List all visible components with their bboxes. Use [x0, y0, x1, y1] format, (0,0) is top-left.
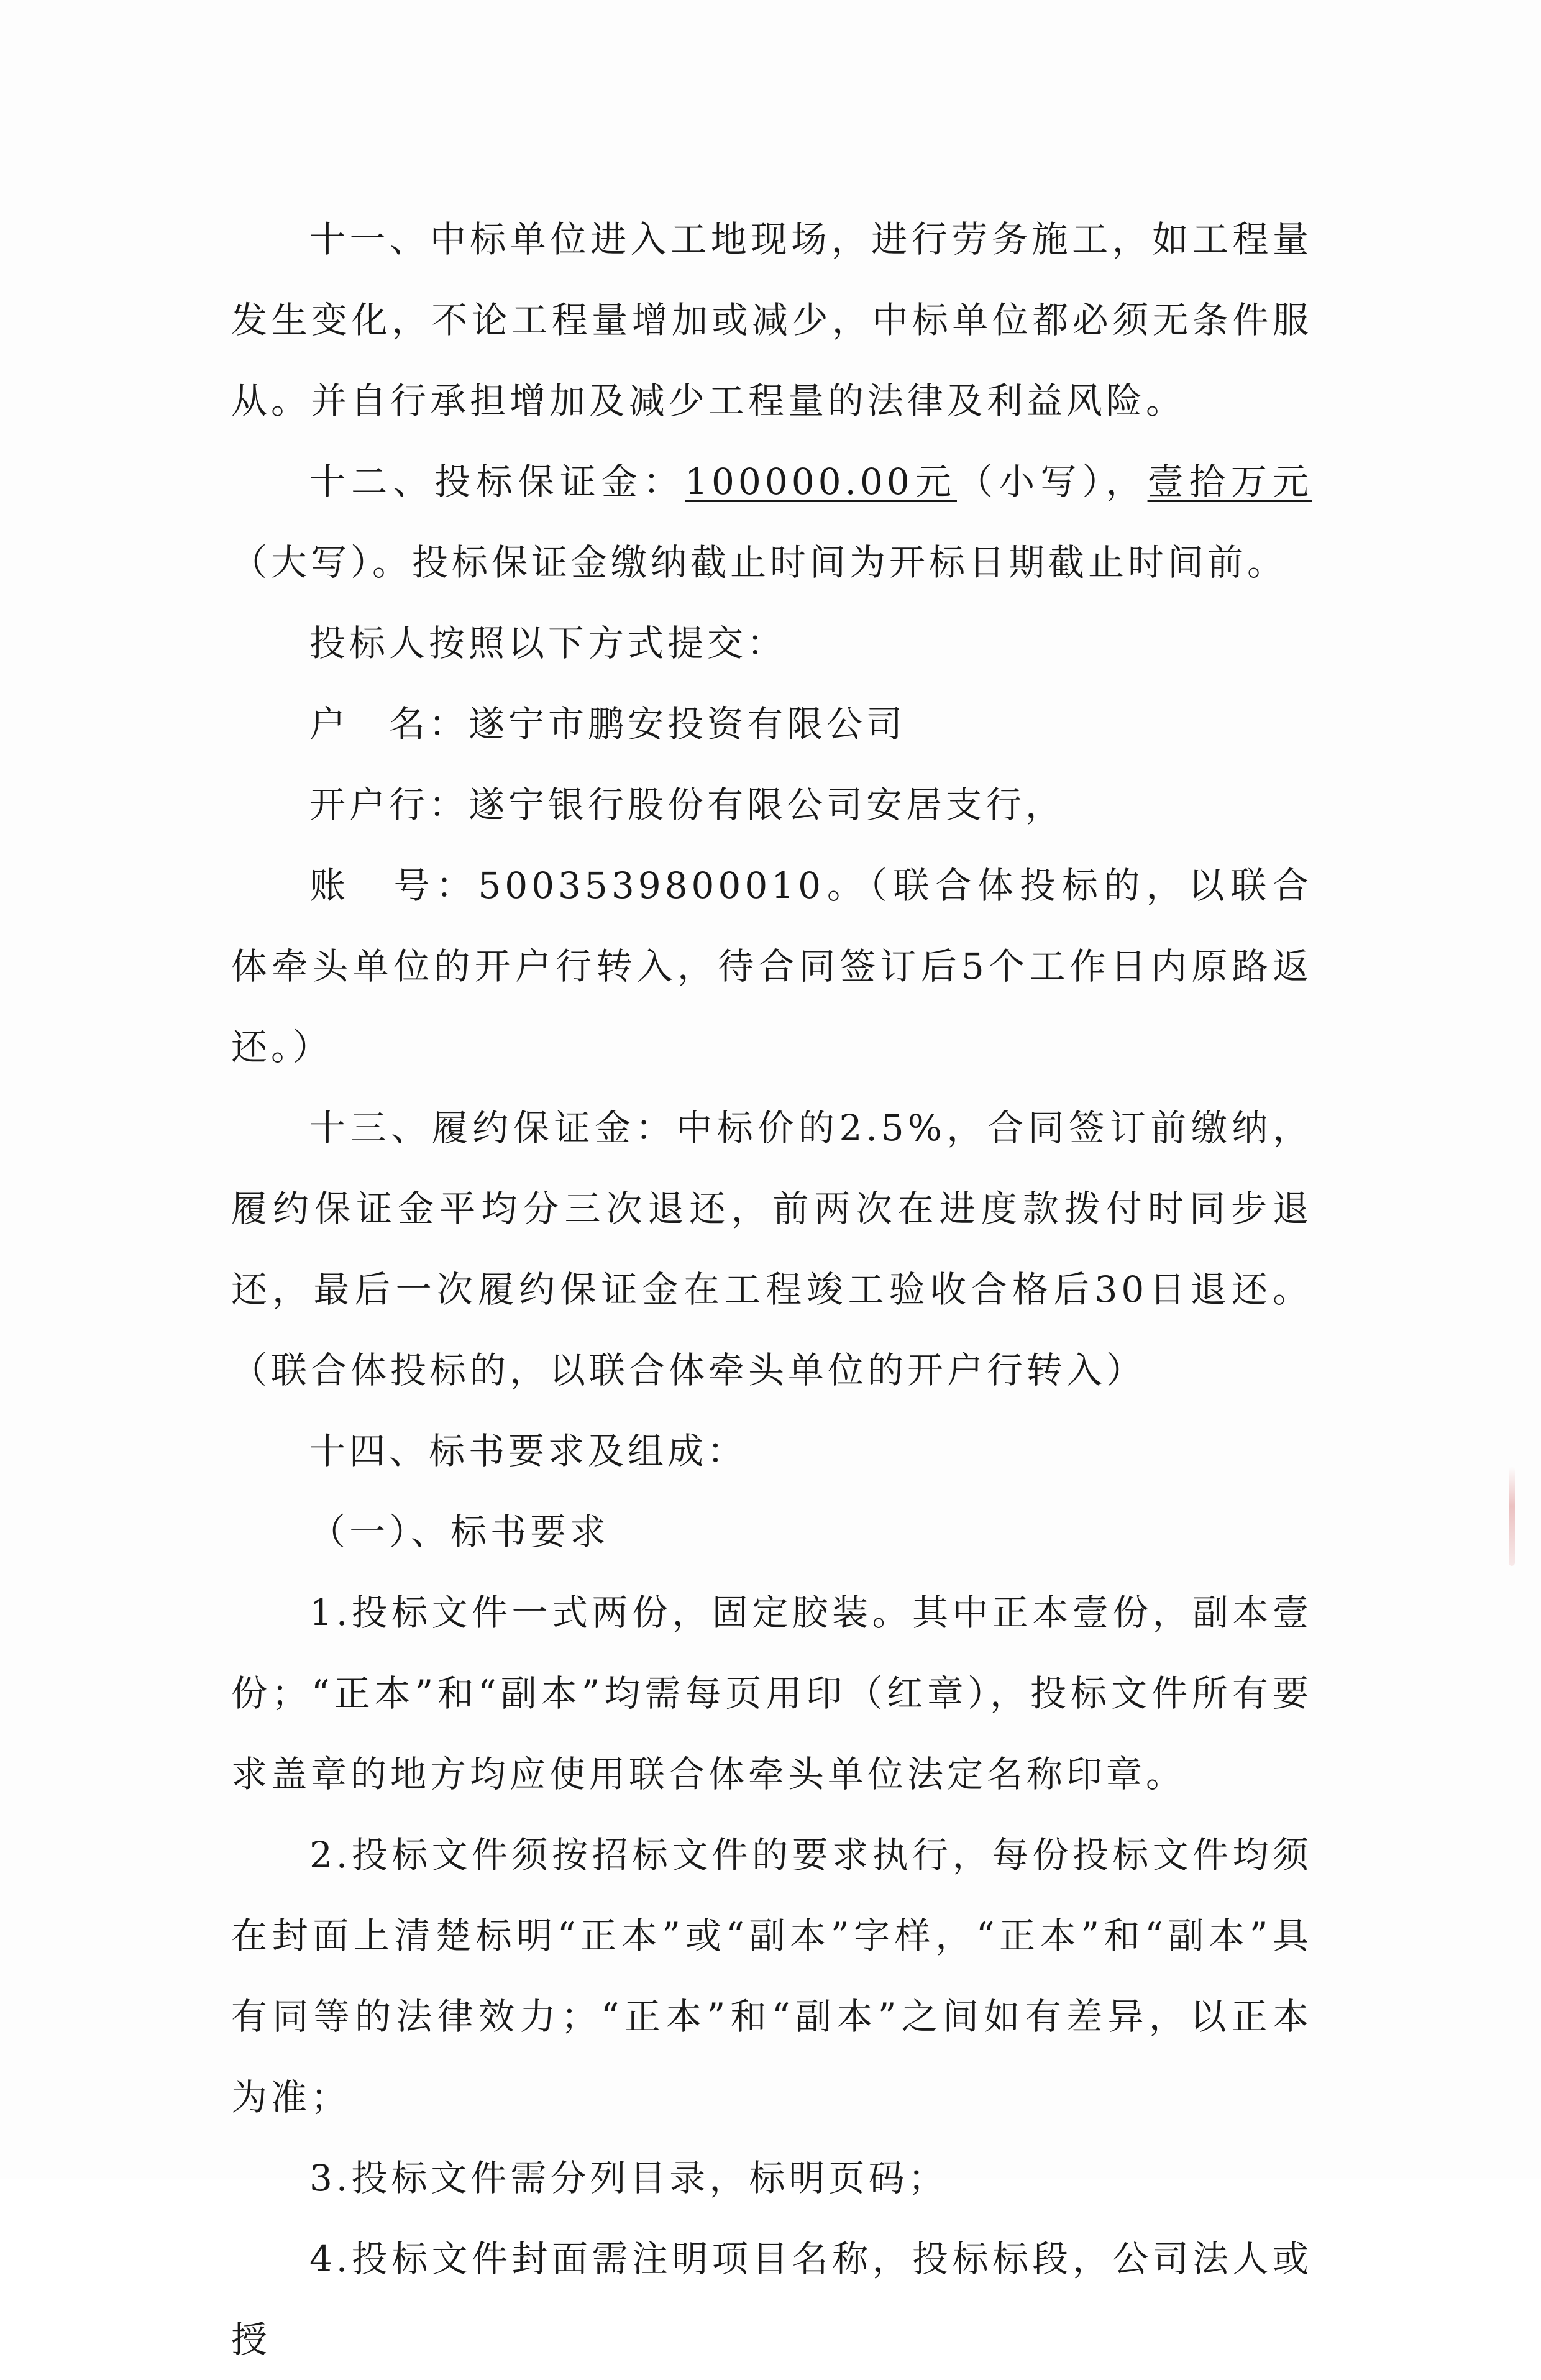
clause-14-heading: 十四、标书要求及组成： — [309, 1430, 748, 1472]
payment-method-intro: 投标人按照以下方式提交： — [309, 622, 787, 664]
clause-12-paragraph — [231, 441, 1312, 603]
bid-bond-figures-note: （小写）， — [956, 460, 1148, 503]
bid-bond-amount-figures: 100000.00元 — [685, 460, 957, 503]
requirement-1-paragraph: 1.投标文件一式两份，固定胶装。其中正本壹份，副本壹份；“正本”和“副本”均需每页用印（红章），投标文件所有要求盖章的地方均应使用联合体牵头单位法定名称印章。 — [231, 1591, 1312, 1795]
clause-11-paragraph: 十一、中标单位进入工地现场，进行劳务施工，如工程量发生变化，不论工程量增加或减少，中标单位都必须无条件服从。并自行承担增加及减少工程量的法律及利益风险。 — [231, 218, 1312, 422]
document-body — [231, 199, 1312, 2380]
bank-line: 开户行：遂宁银行股份有限公司安居支行， — [309, 784, 1066, 826]
requirement-3-paragraph: 3.投标文件需分列目录，标明页码； — [309, 2157, 948, 2199]
subsection-1-heading: （一）、标书要求 — [309, 1511, 610, 1553]
clause-13-paragraph: 十三、履约保证金：中标价的2.5%，合同签订前缴纳，履约保证金平均分三次退还，前两次在进度款拨付时同步退还，最后一次履约保证金在工程竣工验收合格后30日退还。（联合体投标的，以联合体牵头单位的开户行转入） — [231, 1107, 1312, 1391]
account-number-paragraph: 账 号：5003539800010。（联合体投标的，以联合体牵头单位的开户行转入，待合同签订后5个工作日内原路返还。） — [231, 864, 1312, 1068]
account-name-line: 户 名：遂宁市鹏安投资有限公司 — [309, 703, 907, 745]
bid-bond-amount-words: 壹拾万元 — [1147, 460, 1312, 503]
clause-12-label: 十二、投标保证金： — [309, 460, 685, 503]
bid-bond-deadline-text: （大写）。投标保证金缴纳截止时间为开标日期截止时间前。 — [231, 541, 1287, 584]
requirement-2-paragraph: 2.投标文件须按招标文件的要求执行，每份投标文件均须在封面上清楚标明“正本”或“副本”字样，“正本”和“副本”具有同等的法律效力；“正本”和“副本”之间如有差异，以正本为准； — [231, 1834, 1312, 2118]
requirement-4-paragraph: 4.投标文件封面需注明项目名称，投标标段，公司法人或授 — [231, 2238, 1312, 2361]
scan-artifact-mark — [1509, 1467, 1515, 1566]
